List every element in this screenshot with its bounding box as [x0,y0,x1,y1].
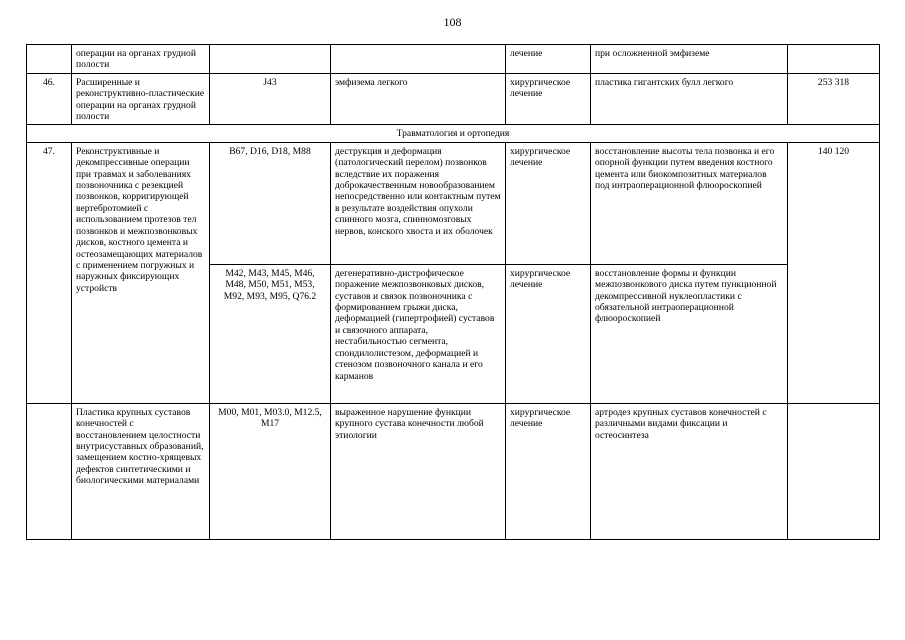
price [788,45,880,74]
treatment-type: лечение [506,45,591,74]
table-row [27,142,880,264]
row-number [27,45,72,74]
treatment-type: хирургическое лечение [506,403,591,539]
patient-model: эмфизема легкого [331,73,506,125]
procedure-name: Расширенные и реконструктивно-пластические операции на органах грудной полости [72,73,210,125]
table-row [27,73,880,125]
treatment-method: при осложненной эмфиземе [591,45,788,74]
treatment-method: восстановление высоты тела позвонка и его опорной функции путем введения костного цемента или биокомпозитных материалов под интраоперационной флюороскопией [591,142,788,264]
icd-codes: B67, D16, D18, M88 [210,142,331,264]
treatment-method: пластика гигантских булл легкого [591,73,788,125]
table-row [27,45,880,74]
icd-codes: J43 [210,73,331,125]
row-number: 47. [27,142,72,403]
icd-codes: M42, M43, M45, M46, M48, M50, M51, M53, M92, M93, M95, Q76.2 [210,264,331,403]
price: 253 318 [788,73,880,125]
patient-model: выраженное нарушение функции крупного сустава конечности любой этиологии [331,403,506,539]
icd-codes [210,45,331,74]
procedure-name: Пластика крупных суставов конечностей с восстановлением целостности внутрисуставных образований, замещением костно-хрящевых дефектов синтетическими и биологическими материалами [72,403,210,539]
section-title: Травматология и ортопедия [27,125,880,142]
price [788,403,880,539]
icd-codes: M00, M01, M03.0, M12.5, M17 [210,403,331,539]
treatment-type: хирургическое лечение [506,264,591,403]
treatment-type: хирургическое лечение [506,73,591,125]
patient-model [331,45,506,74]
treatment-type: хирургическое лечение [506,142,591,264]
price: 140 120 [788,142,880,403]
patient-model: дегенеративно-дистрофическое поражение межпозвонковых дисков, суставов и связок позвоночника с формированием грыжи диска, деформацией (гипертрофией) суставов и связочного аппарата, нестабильностью сегмента, спондилолистезом, деформацией и стенозом позвоночного канала и его карманов [331,264,506,403]
treatment-method: артродез крупных суставов конечностей с различными видами фиксации и остеосинтеза [591,403,788,539]
procedure-name: операции на органах грудной полости [72,45,210,74]
patient-model: деструкция и деформация (патологический перелом) позвонков вследствие их поражения доброкачественным новообразованием непосредственно или контактным путем в результате воздействия опухоли спинного мозга, спинномозговых нервов, конского хвоста и их оболочек [331,142,506,264]
row-number [27,403,72,539]
page-number: 108 [443,15,462,29]
row-number: 46. [27,73,72,125]
procedure-name: Реконструктивные и декомпрессивные операции при травмах и заболеваниях позвоночника с резекцией позвонков, корригирующей вертебротомией с использованием протезов тел позвонков и межпозвонковых дисков, костного цемента и остеозамещающих материалов с применением погружных и наружных фиксирующих устройств [72,142,210,403]
table-row [27,403,880,539]
treatment-method: восстановление формы и функции межпозвонкового диска путем пункционной декомпрессивной нуклеопластики с обязательной интраоперационной флюороскопией [591,264,788,403]
medical-care-table [26,44,880,540]
section-row [27,125,880,142]
